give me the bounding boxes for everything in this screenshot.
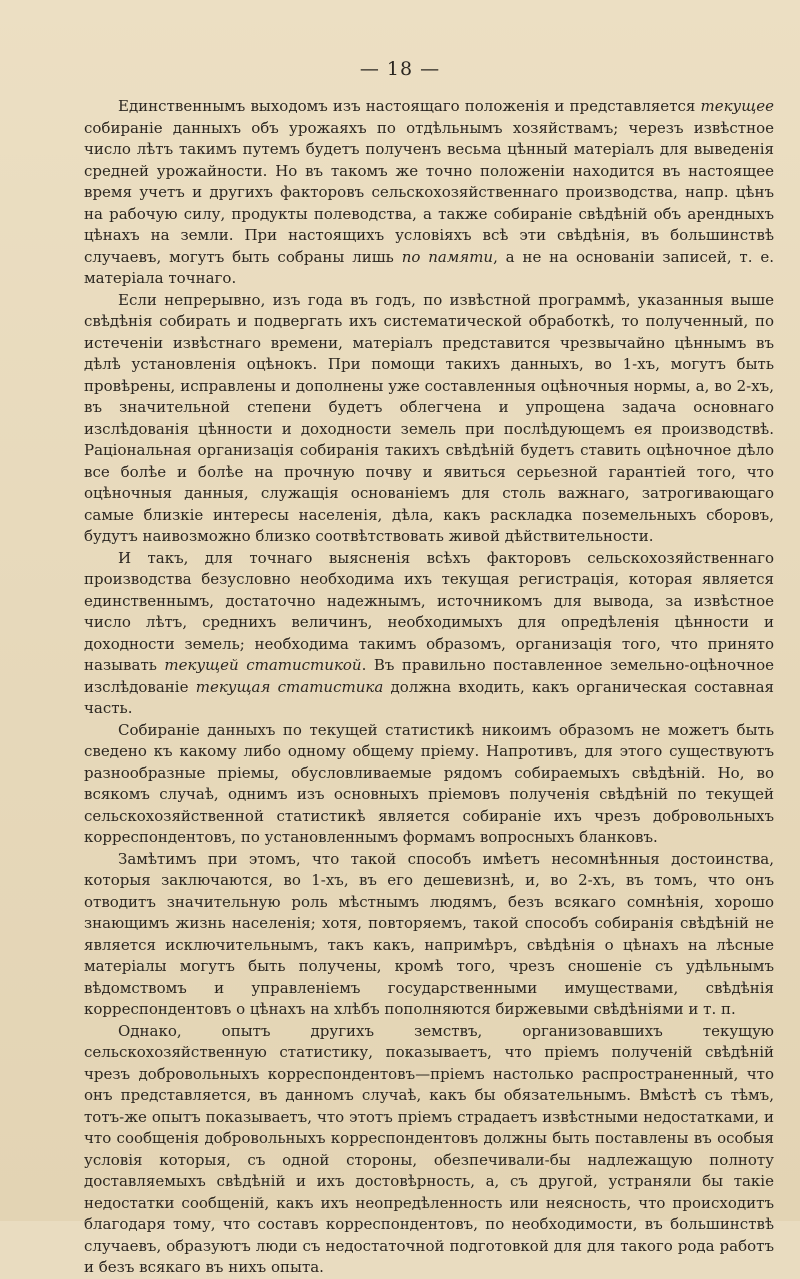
emphasis-text: по памяти <box>401 247 494 266</box>
paragraph <box>84 849 774 1021</box>
paragraph-text: . Въ правильно поставленное земельно-оцѣночное изслѣдованіе <box>84 656 774 696</box>
paragraph-text: Однако, опытъ другихъ земствъ, организовавшихъ текущую сельскохозяйственную статистику, показываетъ, что пріемъ полученій свѣдѣній чрезъ добровольныхъ корреспондентовъ—пріемъ настолько распространенный, что онъ представляется, въ данномъ случаѣ, какъ бы обязательнымъ. Вмѣстѣ съ тѣмъ, тотъ-же опытъ показываетъ, что этотъ пріемъ страдаетъ извѣстными недостатками, и что сообщенія добровольныхъ корреспондентовъ должны быть поставлены въ особыя условія которыя, съ одной стороны, обезпечивали-бы надлежащую полноту доставляемыхъ свѣдѣній и ихъ достовѣрность, а, съ другой, устраняли бы такіе недостатки сообщеній, какъ ихъ неопредѣленность или неясность, что происходитъ благодаря тому, что составъ корреспондентовъ, по необходимости, въ большинствѣ случаевъ, образуютъ люди съ недостаточной подготовкой для для такого рода работъ и безъ всякаго въ нихъ опыта. <box>84 1021 774 1276</box>
emphasis-text: текущая статистика <box>195 677 384 696</box>
body-text <box>84 96 774 1279</box>
paragraph <box>84 548 774 720</box>
paragraph <box>84 720 774 849</box>
paragraph <box>84 1021 774 1279</box>
paragraph <box>84 96 774 290</box>
paragraph-text: И такъ, для точнаго выясненія всѣхъ факторовъ сельскохозяйственнаго производства безусловно необходима ихъ текущая регистрація, которая является единственнымъ, достаточно надежнымъ, источникомъ для вывода, за извѣстное число лѣтъ, среднихъ величинъ, необходимыхъ для опредѣленія цѣнности и доходности земель; необходима такимъ образомъ, организація того, что принято называть <box>84 548 774 674</box>
emphasis-text: текущее <box>700 97 774 115</box>
paragraph <box>84 290 774 548</box>
paragraph-text: Замѣтимъ при этомъ, что такой способъ имѣетъ несомнѣнныя достоинства, которыя заключаются, во 1-хъ, въ его дешевизнѣ, и, во 2-хъ, въ томъ, что онъ отводитъ значительную роль мѣстнымъ людямъ, безъ всякаго сомнѣнія, хорошо знающимъ жизнь населенія; хотя, повторяемъ, такой способъ собиранія свѣдѣній не является исключительнымъ, такъ какъ, напримѣръ, свѣдѣнія о цѣнахъ на лѣсные матеріалы могутъ быть получены, кромѣ того, чрезъ сношеніе съ удѣльнымъ вѣдомствомъ и управленіемъ государственными имуществами, свѣдѣнія корреспондентовъ о цѣнахъ на хлѣбъ пополняются биржевыми свѣдѣніями и т. п. <box>84 849 774 1018</box>
paragraph-text: Единственнымъ выходомъ изъ настоящаго положенія и представляется <box>118 97 701 115</box>
paragraph-text: Собираніе данныхъ по текущей статистикѣ никоимъ образомъ не можетъ быть сведено къ какому либо одному общему пріему. Напротивъ, для этого существуютъ разнообразные пріемы, обусловливаемые рядомъ собираемыхъ свѣдѣній. Но, во всякомъ случаѣ, однимъ изъ основныхъ пріемовъ полученія свѣдѣній по текущей сельскохозяйственной статистикѣ является собираніе ихъ чрезъ добровольныхъ корреспондентовъ, по установленнымъ формамъ вопросныхъ бланковъ. <box>84 720 774 846</box>
paragraph-text: Если непрерывно, изъ года въ годъ, по извѣстной программѣ, указанныя выше свѣдѣнія собирать и подвергать ихъ систематической обработкѣ, то полученный, по истеченіи извѣстнаго времени, матеріалъ представится чрезвычайно цѣннымъ въ дѣлѣ установленія оцѣнокъ. При помощи такихъ данныхъ, во 1-хъ, могутъ быть провѣрены, исправлены и дополнены уже составленныя оцѣночныя нормы, а, во 2-хъ, въ значительной степени будетъ облегчена и упрощена задача основнаго изслѣдованія цѣнности и доходности земель при послѣдующемъ ея производствѣ. Раціональная организація собиранія такихъ свѣдѣній будетъ ставить оцѣночное дѣло все болѣе и болѣе на прочную почву и явиться серьезной гарантіей того, что оцѣночныя данныя, служащія основаніемъ для столь важнаго, затрогивающаго самые близкіе интересы населенія, дѣла, какъ раскладка поземельныхъ сборовъ, будутъ наивозможно близко соотвѣтствовать живой дѣйствительности. <box>84 290 774 545</box>
emphasis-text: текущей статистикой <box>164 656 362 674</box>
paragraph-text: должна входить, какъ органическая составная часть. <box>84 677 775 717</box>
paragraph-text: собираніе данныхъ объ урожаяхъ по отдѣльнымъ хозяйствамъ; черезъ извѣстное число лѣтъ такимъ путемъ будетъ полученъ весьма цѣнный матеріалъ для выведенія средней урожайности. Но въ такомъ же точно положеніи находится въ настоящее время учетъ и другихъ факторовъ сельскохозяйственнаго производства, напр. цѣнъ на рабочую силу, продукты полеводства, а также собираніе свѣдѣній объ арендныхъ цѣнахъ на земли. При настоящихъ условіяхъ всѣ эти свѣдѣнія, въ большинствѣ случаевъ, могутъ быть собраны лишь <box>84 118 774 266</box>
page-number: — 18 — <box>359 58 441 80</box>
paragraph-text: , а не на основаніи записей, т. е. матеріала точнаго. <box>84 247 774 287</box>
